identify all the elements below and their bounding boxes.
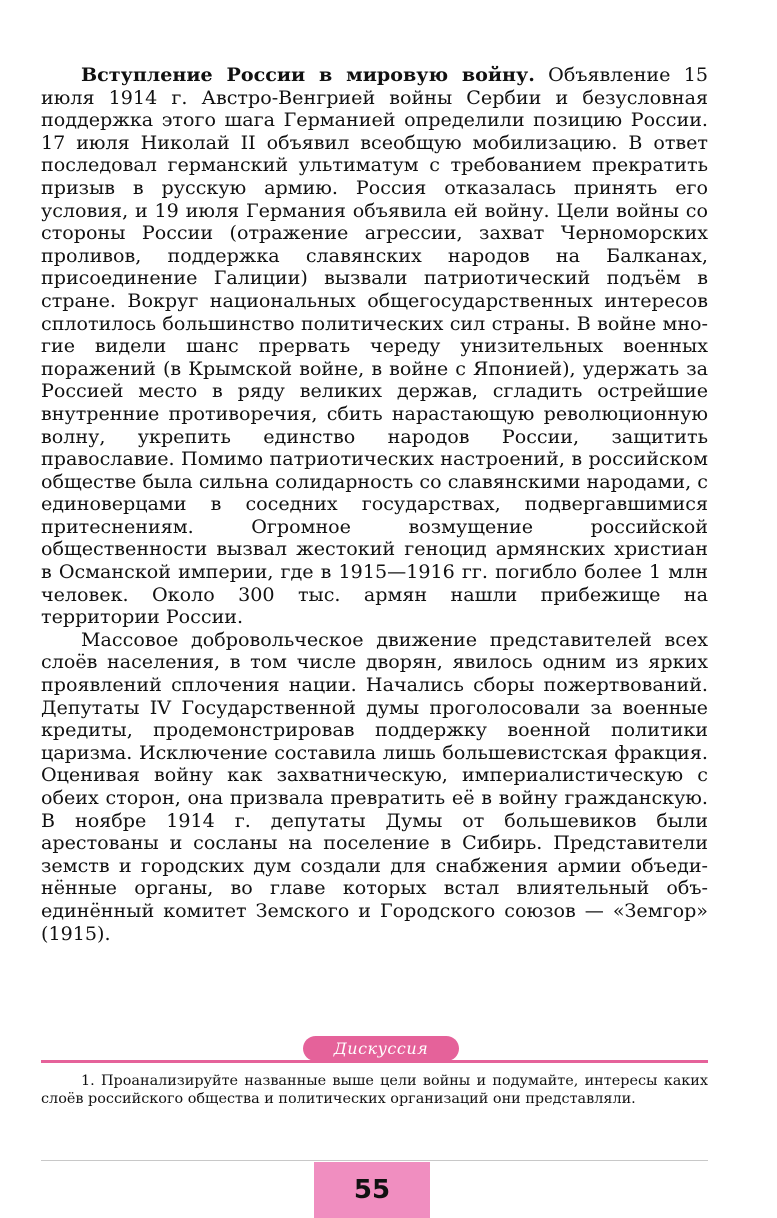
discussion-badge: Дискуссия bbox=[303, 1036, 459, 1061]
page-number-box bbox=[314, 1162, 430, 1218]
paragraph-2: Массовое добровольческое движение представителей всех слоёв населения, в том числе дворян, явилось одним из ярких проявлений сплочения нации. Начались сборы пожертвований. Депутаты IV Государственной думы проголосовали за военные кредиты, продемонстрировав поддержку военной политики царизма. Исключение составила лишь большевистская фракция. Оценивая войну как захватническую, империалистическую с обеих сторон, она призвала превратить её в войну гражданскую. В ноябре 1914 г. депутаты Думы от большевиков были арестованы и сосланы на поселение в Сибирь. Представители земств и городских дум создали для снабжения армии объединённые органы, во главе которых встал влиятельный объединённый комитет Земского и Городского союзов — «Земгор» (1915). bbox=[41, 627, 708, 945]
main-text bbox=[41, 64, 708, 945]
footer-divider bbox=[41, 1160, 708, 1161]
section-heading-inline: Вступление России в мировую войну. bbox=[81, 63, 535, 86]
page-number: 55 bbox=[353, 1175, 391, 1205]
paragraph-1-body: Объявление 15 июля 1914 г. Австро-Венгрией войны Сербии и безусловная поддержка этого шага Германией определили позицию России. 17 июля Николай II объявил всеобщую мобилизацию. В ответ последовал германский ультиматум с требованием прекратить призыв в русскую армию. Россия отказалась принять его условия, и 19 июля Германия объявила ей войну. Цели войны со стороны России (отражение агрессии, захват Черноморских проливов, поддержка славянских народов на Балканах, присоединение Галиции) вызвали патриотический подъём в стране. Вокруг национальных общегосударственных интересов сплотилось большинство политических сил страны. В войне многие видели шанс прервать череду унизительных военных поражений (в Крымской войне, в войне с Японией), удержать за Россией место в ряду великих держав, сгладить острейшие внутренние противоречия, сбить нарастающую революционную волну, укрепить единство народов России, защитить православие. Помимо патриотических настроений, в российском обществе была сильна солидарность со славянскими народами, с единоверцами в соседних государствах, подвергавшимися притеснениям. Огромное возмущение российской общественности вызвал жестокий геноцид армянских христиан в Османской империи, где в 1915—1916 гг. погибло более 1 млн человек. Около 300 тыс. армян нашли прибежище на территории России. bbox=[41, 63, 708, 629]
discussion-question-block bbox=[41, 1073, 708, 1108]
discussion-header bbox=[41, 1036, 708, 1062]
discussion-question: 1. Проанализируйте названные выше цели войны и подумайте, интересы каких слоёв российского общества и политических организаций они представляли. bbox=[41, 1073, 708, 1107]
paragraph-1 bbox=[41, 64, 708, 629]
